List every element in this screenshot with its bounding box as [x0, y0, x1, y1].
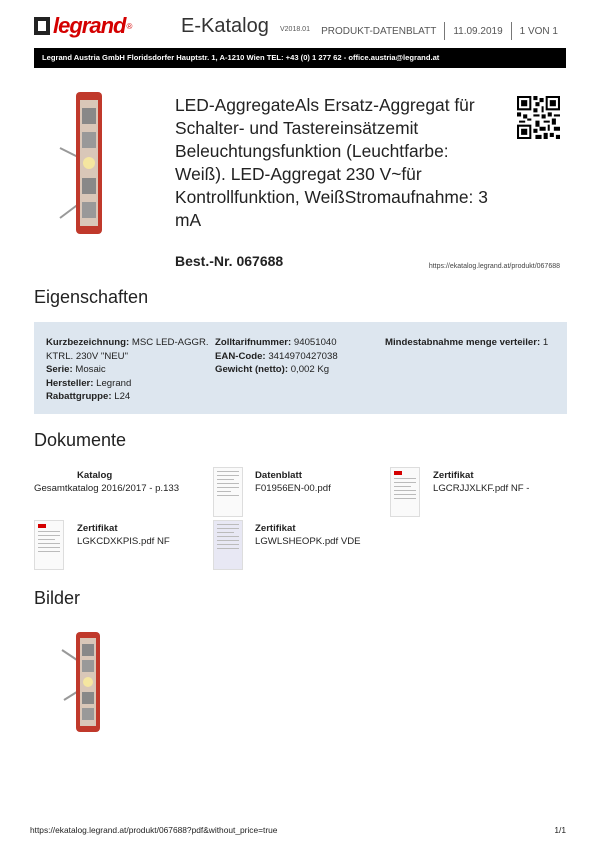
- product-image: [58, 88, 108, 238]
- property-row: [46, 390, 216, 404]
- document-item[interactable]: [34, 470, 204, 495]
- logo-registered: ®: [126, 21, 133, 31]
- section-title-properties: Eigenschaften: [34, 287, 149, 307]
- document-thumbnail[interactable]: [390, 467, 420, 517]
- document-type: Katalog: [77, 470, 113, 481]
- section-title-documents: Dokumente: [34, 430, 127, 450]
- document-name: LGKCDXKPIS.pdf NF: [77, 535, 170, 547]
- properties-column-1: [46, 336, 216, 404]
- properties-panel: [34, 322, 567, 414]
- product-title: LED-AggregateAls Ersatz-Aggregat für Schalter- und Tastereinsätzemit Beleuchtungsfunktion (Leuchtfarbe: Weiß). LED-Aggregat 230 V~für Kontrollfunktion, WeißStromaufnahme: 3 mA: [175, 95, 488, 230]
- document-name: Gesamtkatalog 2016/2017 - p.133: [34, 482, 180, 494]
- document-thumbnail[interactable]: [213, 467, 243, 517]
- product-url[interactable]: https://ekatalog.legrand.at/produkt/067688: [428, 263, 560, 270]
- page-footer: [30, 825, 566, 835]
- document-type: Datenblatt: [255, 470, 302, 481]
- property-value: L24: [114, 391, 131, 403]
- doc-type: PRODUKT-DATENBLATT: [321, 25, 437, 37]
- page-header: [34, 14, 566, 40]
- page-count: 1 VON 1: [519, 25, 558, 37]
- property-value: 3414970427038: [268, 350, 338, 362]
- company-bar: Legrand Austria GmbH Floridsdorfer Hauptstr. 1, A-1210 Wien TEL: +43 (0) 1 277 62 - office.austria@legrand.at: [34, 48, 566, 68]
- property-label: Gewicht (netto):: [215, 364, 289, 376]
- property-value: 1: [542, 337, 549, 348]
- order-number: Best.-Nr. 067688: [175, 253, 284, 269]
- property-row: [46, 377, 216, 391]
- document-item[interactable]: [433, 470, 567, 495]
- property-row: [215, 336, 385, 350]
- property-label: Hersteller:: [46, 377, 94, 389]
- document-type: Zertifikat: [77, 523, 118, 534]
- property-value: Mosaic: [75, 364, 106, 376]
- document-type: Zertifikat: [255, 523, 296, 534]
- catalog-title: E-Katalog: [181, 15, 269, 37]
- properties-column-2: [215, 336, 385, 377]
- property-value: MSC LED-AGGR. KTRL. 230V "NEU": [46, 337, 209, 362]
- property-row: [215, 363, 385, 377]
- document-item[interactable]: [255, 523, 395, 548]
- logo-text: legrand: [53, 13, 126, 38]
- document-item[interactable]: [77, 523, 207, 548]
- property-label: Serie:: [46, 364, 73, 376]
- gallery-product-image[interactable]: [58, 630, 108, 735]
- legrand-logo: [34, 14, 132, 38]
- qr-code-icon[interactable]: [517, 96, 560, 139]
- property-row: [46, 336, 216, 363]
- property-row: [46, 363, 216, 377]
- footer-url[interactable]: https://ekatalog.legrand.at/produkt/067688?pdf&without_price=true: [30, 825, 278, 835]
- footer-page-number: 1/1: [554, 825, 566, 835]
- document-item[interactable]: [255, 470, 385, 495]
- property-row: [385, 336, 563, 350]
- property-label: Zolltarifnummer:: [215, 337, 292, 348]
- document-name: LGWLSHEOPK.pdf VDE: [255, 535, 361, 547]
- section-title-images: Bilder: [34, 588, 81, 608]
- property-value: 94051040: [293, 337, 337, 348]
- property-value: 0,002 Kg: [290, 364, 330, 376]
- document-name: LGCRJJXLKF.pdf NF -: [433, 482, 530, 494]
- property-label: Kurzbezeichnung:: [46, 337, 130, 348]
- property-row: [215, 350, 385, 364]
- property-label: Mindestabnahme menge verteiler:: [385, 337, 541, 348]
- logo-mark-icon: [34, 17, 50, 35]
- property-value: Legrand: [96, 377, 132, 389]
- property-label: EAN-Code:: [215, 350, 266, 362]
- property-label: Rabattgruppe:: [46, 391, 112, 403]
- document-thumbnail[interactable]: [34, 520, 64, 570]
- catalog-version: V2018.01: [280, 26, 310, 33]
- doc-date: 11.09.2019: [453, 25, 503, 37]
- document-thumbnail[interactable]: [213, 520, 243, 570]
- properties-column-3: [385, 336, 563, 350]
- header-meta: [313, 22, 566, 40]
- document-name: F01956EN-00.pdf: [255, 482, 331, 494]
- document-type: Zertifikat: [433, 470, 474, 481]
